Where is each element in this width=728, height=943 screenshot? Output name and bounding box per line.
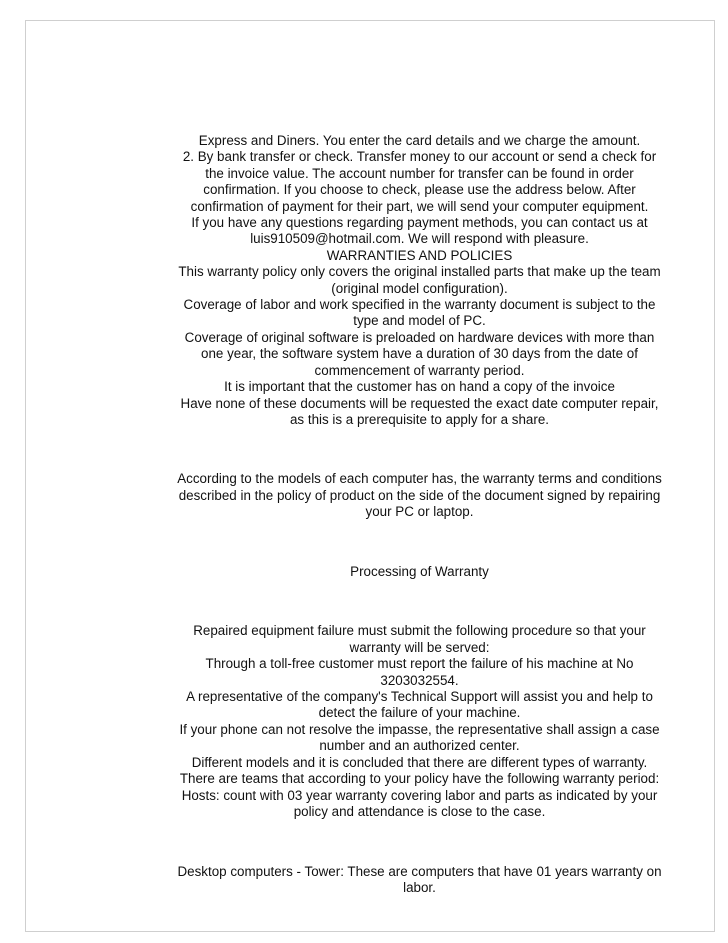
paragraph: Hosts: count with 03 year warranty covering labor and parts as indicated by your policy and attendance is close to the case. xyxy=(181,787,658,819)
blank-line xyxy=(176,442,663,458)
blank-line xyxy=(176,834,663,850)
paragraph: According to the models of each computer has, the warranty terms and conditions described in the policy of product on the side of the document signed by repairing your PC or laptop. xyxy=(177,471,662,520)
paragraph: Repaired equipment failure must submit the following procedure so that your warranty will be served: xyxy=(193,623,646,655)
paragraph: 2. By bank transfer or check. Transfer money to our account or send a check for the invoice value. The account number for transfer can be found in order confirmation. If you choose to check, please use the address below. After confirmation of payment for their part, we will send your computer equipment. xyxy=(182,149,657,214)
paragraph: A representative of the company's Technical Support will assist you and help to detect the failure of your machine. xyxy=(186,689,653,721)
blank-line xyxy=(176,534,663,550)
paragraph: Have none of these documents will be requested the exact date computer repair, as this is a prerequisite to apply for a share. xyxy=(180,395,659,427)
paragraph: Coverage of labor and work specified in the warranty document is subject to the type and model of PC. xyxy=(183,297,656,329)
paragraph: It is important that the customer has on hand a copy of the invoice xyxy=(224,379,615,395)
paragraph: Express and Diners. You enter the card details and we charge the amount. xyxy=(198,133,641,148)
paragraph: There are teams that according to your policy have the following warranty period: xyxy=(179,771,660,787)
document-body xyxy=(176,133,663,896)
paragraph: Coverage of original software is preloaded on hardware devices with more than one year, the software system have a duration of 30 days from the date of commencement of warranty period. xyxy=(184,329,655,378)
paragraph: If your phone can not resolve the impasse, the representative shall assign a case number and an authorized center. xyxy=(179,721,660,754)
paragraph: WARRANTIES AND POLICIES xyxy=(326,247,513,263)
paragraph: Processing of Warranty xyxy=(350,563,489,579)
paragraph: This warranty policy only covers the original installed parts that make up the team (original model configuration). xyxy=(178,264,661,296)
paragraph: If you have any questions regarding payment methods, you can contact us at luis910509@hotmail.com. We will respond with pleasure. xyxy=(191,215,648,247)
paragraph: Desktop computers - Tower: These are computers that have 01 years warranty on labor. xyxy=(177,863,662,895)
paragraph: Different models and it is concluded that there are different types of warranty. xyxy=(191,754,648,770)
blank-line xyxy=(176,594,663,610)
paragraph: Through a toll-free customer must report the failure of his machine at No 3203032554. xyxy=(205,656,634,688)
